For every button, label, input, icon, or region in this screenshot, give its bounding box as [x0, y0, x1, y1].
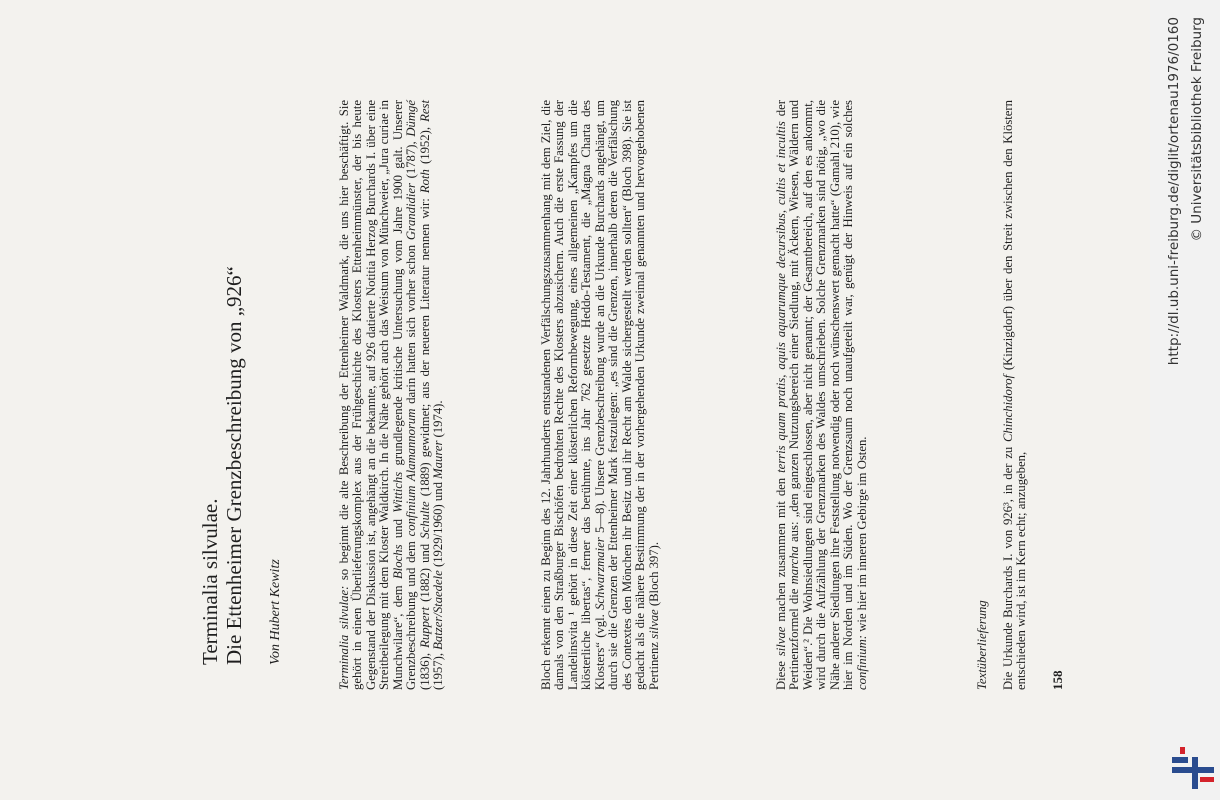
italic-text: Terminalia silvulae:: [337, 585, 351, 690]
italic-text: Schwarzmaier: [592, 537, 607, 610]
text-run: (1836),: [417, 647, 432, 690]
italic-text: Rest: [417, 99, 432, 122]
text-run: Die Urkunde Burchards I. von 926³, in der zu: [1001, 442, 1015, 690]
text-run: grundlegende kritische Untersuchung vom Jahre 1900 galt. Unserer Grenzbeschreibung und dem: [390, 99, 419, 690]
text-run: und: [390, 512, 405, 545]
text-run: so beginnt die alte Beschreibung der Ettenheimer Waldmark, die uns hier beschäftigt. Sie gehört in einen Überlieferungskomplex aus der Frühgeschichte des Klosters Ettenheimmünster, der bis heute Gegenstand der Diskussion ist, angehängt an die bekannte, auf 926 datierte Notitia Herzog Burchards I. über eine Streitbeilegung mit dem Kloster Waldkirch. In die Nähe gehört auch das Weistum von Münchweier, „Jura curiae in Munchwilare“, dem: [337, 100, 405, 690]
body-paragraph: [338, 100, 446, 690]
italic-text: confinium Alamannorum: [404, 408, 419, 537]
text-run: (1929/1960) und: [431, 478, 446, 571]
body-paragraph-last: [1002, 100, 1029, 690]
text-run: wie hier im inneren Gebirge im Osten.: [854, 436, 869, 636]
italic-text: marcha: [787, 546, 802, 585]
text-run: Bloch erkennt einen zu Beginn des 12. Jahrhunderts entstandenen Verfälschungszusammenhang mit dem Ziel, die damals von den Straßburger Bischöfen bedrohten Rechte des Klosters abzusichern. Auch die erste Fassung der Landelinsvita ¹ gehört in diese Zeit einer klösterlichen Reformbewegung, eines allgemeinen „Kampfes um die klösterliche libertas“, ferner das berühmte, ins Jahr 762 gesetzte Heddo-Testament, die „Magna Charta des Klosters“ (vgl.: [539, 100, 607, 690]
italic-text: Batzer/Staedele: [431, 570, 446, 650]
italic-text: Grandidier: [404, 183, 419, 241]
italic-text: confinium:: [854, 635, 869, 690]
article-author: Von Hubert Kewitz: [268, 559, 283, 665]
text-run: der Pertinenzformel die: [774, 100, 802, 690]
section-heading: Textüberlieferung: [975, 600, 989, 690]
italic-text: Chinchidorof: [1001, 374, 1015, 443]
italic-text: Blochs: [390, 544, 405, 579]
text-run: (1952),: [417, 121, 432, 170]
text-run: (Kinzigdorf) über den Streit zwischen den Klöstern entschieden wird, ist im Kern echt; anzugeben,: [1001, 100, 1029, 690]
text-run: (1889) gewidmet; aus der neueren Literatur nennen wir:: [417, 193, 432, 502]
text-run: (1882) und: [417, 538, 432, 607]
page-number: 158: [1050, 670, 1065, 690]
italic-text: silvae: [774, 626, 788, 657]
text-run: 5—8). Unsere Grenzbeschreibung wurde an die Urkunde Burchards angehängt, um durch sie die Grenzen der Ettenheimer Mark festzulegen: „es sind die Grenzen, innerhalb deren die Verfälschung des Contextes den Mönchen ihr Besitz und ihr Recht am Walde sichergestellt werden sollten“ (Bloch 398). Sie ist gedacht als die nähere Bestimmung der in der vorhergehenden Urkunde zweimal genannten und hervorgehobenen Pertinenz: [592, 100, 661, 690]
italic-text: Ruppert: [417, 606, 432, 648]
text-run: darin hatten sich vorher schon: [404, 240, 419, 409]
italic-text: Wittichs: [390, 471, 405, 513]
article-title-line1: Terminalia silvulae.: [198, 498, 222, 665]
text-run: (1957),: [431, 649, 446, 690]
ub-freiburg-logo-icon: [1170, 745, 1216, 791]
italic-text: Roth: [417, 169, 432, 194]
copyright-notice: © Universitätsbibliothek Freiburg: [1189, 17, 1205, 242]
text-run: (1787),: [404, 136, 419, 184]
body-paragraph: [775, 100, 869, 690]
text-run: (Bloch 397).: [646, 541, 661, 610]
permalink-url[interactable]: http://dl.ub.uni-freiburg.de/diglit/ortenau1976/0160: [1166, 17, 1182, 366]
italic-text: terris quam pratis, aquis aquarumque decursibus, cultis et incultis: [774, 121, 788, 473]
text-run: (1974).: [431, 400, 446, 441]
italic-text: silvae: [646, 609, 661, 639]
italic-text: Schulte: [417, 501, 432, 539]
italic-text: Dümgé: [404, 100, 419, 137]
text-run: aus: „den ganzen Nutzungsbereich einer Siedlung, mit Äckern, Wiesen, Wäldern und Weiden“.² Die Wohnsiedlungen sind eingeschlossen, aber nicht genannt; der Gesamtbereich, auf den es ankommt, wird durch die Aufzählung der Grenzmarken des Waldes umschrieben. Solche Grenzmarken sind nötig, „wo die Nähe anderer Siedlungen ihre Feststellung notwendig oder noch wünschenswert gemacht hatte“ (Gamahl 210), wie hier im Norden und im Süden. Wo der Grenzsaum noch unaufgeteilt war, genügt der Hinweis auf ein solches: [787, 100, 856, 690]
text-run: Diese: [774, 656, 788, 690]
article-title-line2: Die Ettenheimer Grenzbeschreibung von „926“: [222, 266, 246, 665]
text-run: machen zusammen mit den: [774, 472, 788, 627]
body-paragraph: [540, 100, 661, 690]
italic-text: Maurer: [431, 440, 446, 479]
repository-sidebar: [1150, 0, 1220, 800]
